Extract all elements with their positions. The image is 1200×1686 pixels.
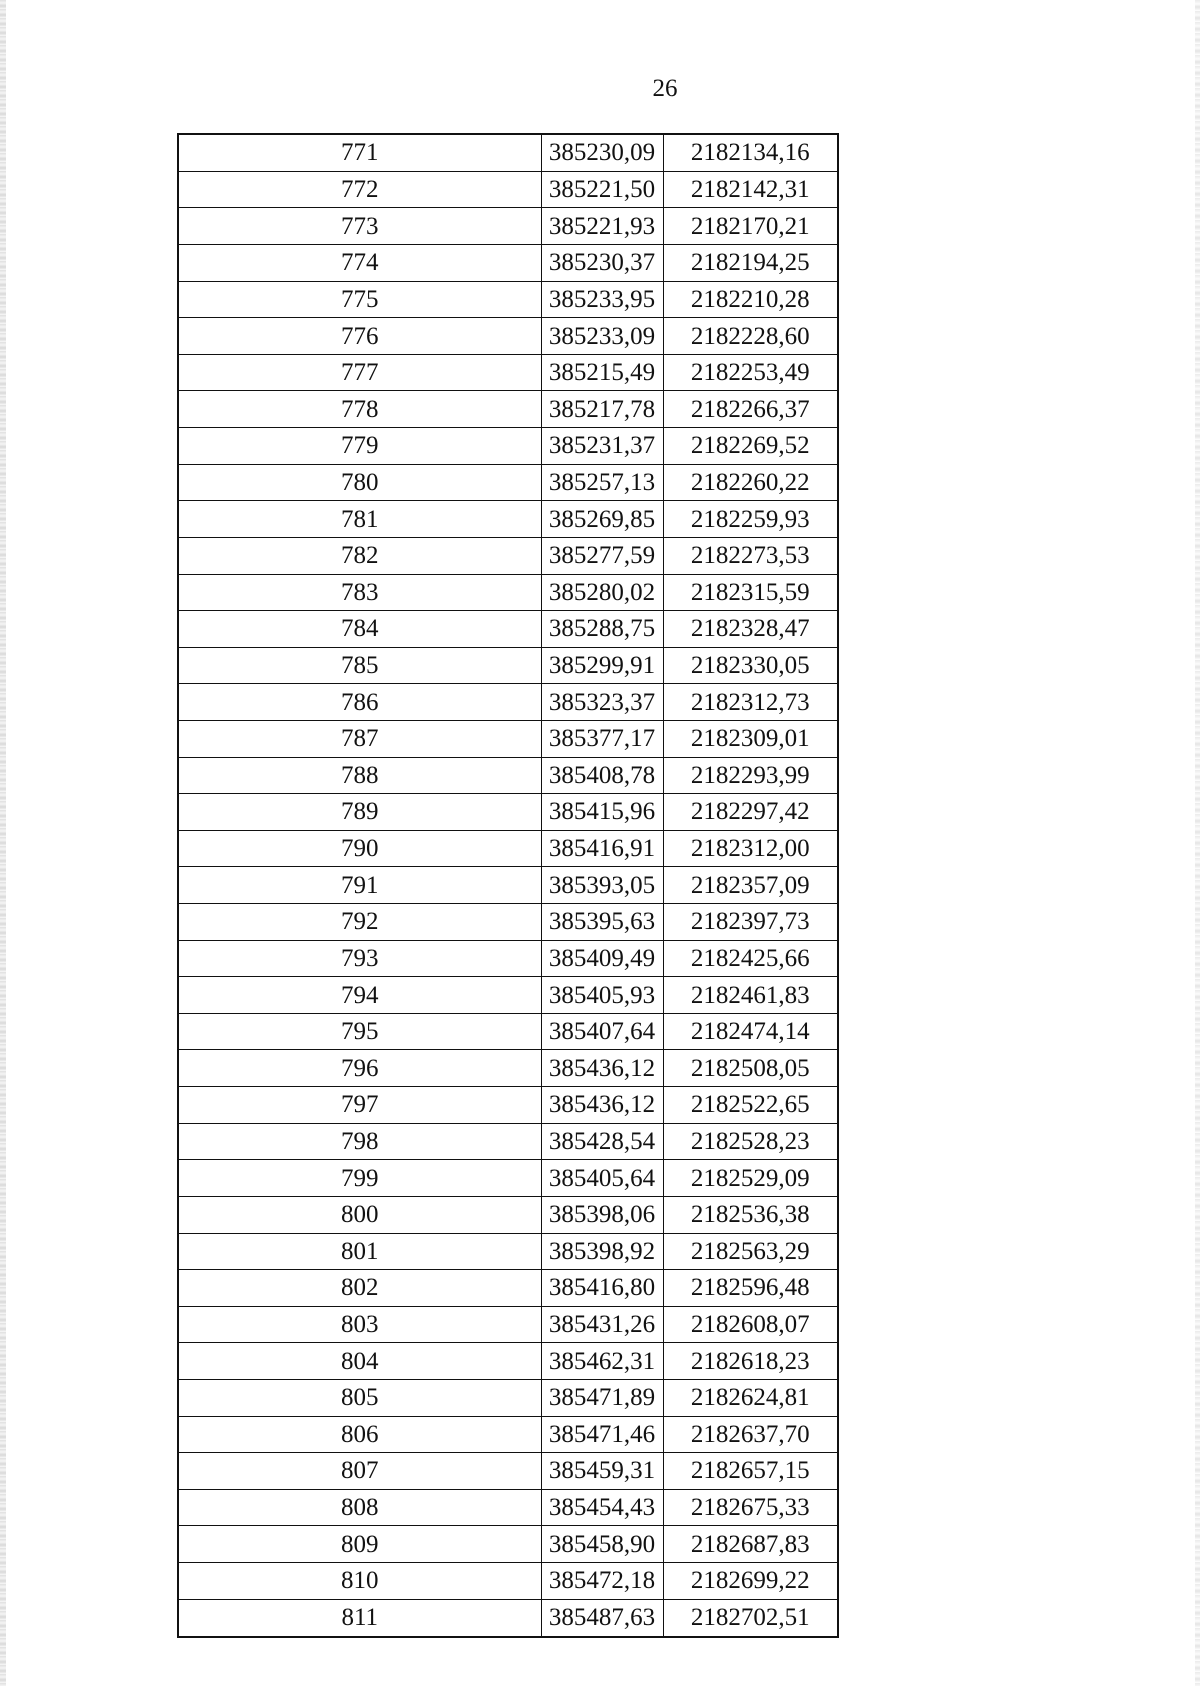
point-number-cell: 782 [178,537,541,574]
point-number-cell: 771 [178,134,541,171]
point-number-cell: 800 [178,1196,541,1233]
x-coordinate-cell: 385299,91 [541,647,663,684]
x-coordinate-cell: 385230,09 [541,134,663,171]
table-row [178,245,838,282]
x-coordinate-cell: 385398,92 [541,1233,663,1270]
y-coordinate-cell: 2182687,83 [663,1526,838,1563]
x-coordinate-cell: 385323,37 [541,684,663,721]
point-number-cell: 794 [178,977,541,1014]
table-row [178,501,838,538]
y-coordinate-cell: 2182315,59 [663,574,838,611]
table-row [178,281,838,318]
x-coordinate-cell: 385454,43 [541,1489,663,1526]
point-number-cell: 777 [178,354,541,391]
table-row [178,354,838,391]
table-row [178,940,838,977]
x-coordinate-cell: 385428,54 [541,1123,663,1160]
y-coordinate-cell: 2182253,49 [663,354,838,391]
point-number-cell: 789 [178,794,541,831]
page-number: 26 [652,75,678,102]
point-number-cell: 803 [178,1306,541,1343]
x-coordinate-cell: 385398,06 [541,1196,663,1233]
y-coordinate-cell: 2182657,15 [663,1453,838,1490]
table-row [178,574,838,611]
point-number-cell: 784 [178,611,541,648]
y-coordinate-cell: 2182210,28 [663,281,838,318]
table-row [178,1416,838,1453]
table-row [178,1453,838,1490]
y-coordinate-cell: 2182596,48 [663,1270,838,1307]
x-coordinate-cell: 385217,78 [541,391,663,428]
x-coordinate-cell: 385269,85 [541,501,663,538]
table-row [178,1306,838,1343]
point-number-cell: 773 [178,208,541,245]
x-coordinate-cell: 385472,18 [541,1562,663,1599]
scan-edge-left [0,0,6,1686]
table-row [178,171,838,208]
table-row [178,611,838,648]
table-row [178,1343,838,1380]
table-row [178,720,838,757]
point-number-cell: 780 [178,464,541,501]
table-row [178,1562,838,1599]
table-row [178,464,838,501]
point-number-cell: 805 [178,1379,541,1416]
point-number-cell: 787 [178,720,541,757]
table-row [178,904,838,941]
x-coordinate-cell: 385409,49 [541,940,663,977]
x-coordinate-cell: 385416,80 [541,1270,663,1307]
table-row [178,830,838,867]
y-coordinate-cell: 2182266,37 [663,391,838,428]
point-number-cell: 779 [178,428,541,465]
table-row [178,428,838,465]
point-number-cell: 809 [178,1526,541,1563]
y-coordinate-cell: 2182529,09 [663,1160,838,1197]
point-number-cell: 775 [178,281,541,318]
table-row [178,1013,838,1050]
y-coordinate-cell: 2182312,00 [663,830,838,867]
y-coordinate-cell: 2182142,31 [663,171,838,208]
x-coordinate-cell: 385280,02 [541,574,663,611]
y-coordinate-cell: 2182134,16 [663,134,838,171]
point-number-cell: 786 [178,684,541,721]
y-coordinate-cell: 2182260,22 [663,464,838,501]
x-coordinate-cell: 385233,95 [541,281,663,318]
x-coordinate-cell: 385230,37 [541,245,663,282]
point-number-cell: 801 [178,1233,541,1270]
table-row [178,977,838,1014]
y-coordinate-cell: 2182297,42 [663,794,838,831]
x-coordinate-cell: 385436,12 [541,1087,663,1124]
point-number-cell: 798 [178,1123,541,1160]
y-coordinate-cell: 2182699,22 [663,1562,838,1599]
point-number-cell: 806 [178,1416,541,1453]
point-number-cell: 799 [178,1160,541,1197]
point-number-cell: 783 [178,574,541,611]
table-row [178,1599,838,1637]
table-row [178,1526,838,1563]
scan-edge-right [1195,0,1200,1686]
point-number-cell: 772 [178,171,541,208]
x-coordinate-cell: 385471,46 [541,1416,663,1453]
y-coordinate-cell: 2182312,73 [663,684,838,721]
table-row [178,1160,838,1197]
x-coordinate-cell: 385408,78 [541,757,663,794]
x-coordinate-cell: 385405,64 [541,1160,663,1197]
y-coordinate-cell: 2182624,81 [663,1379,838,1416]
y-coordinate-cell: 2182528,23 [663,1123,838,1160]
x-coordinate-cell: 385221,50 [541,171,663,208]
point-number-cell: 810 [178,1562,541,1599]
x-coordinate-cell: 385221,93 [541,208,663,245]
point-number-cell: 785 [178,647,541,684]
point-number-cell: 811 [178,1599,541,1637]
x-coordinate-cell: 385462,31 [541,1343,663,1380]
y-coordinate-cell: 2182536,38 [663,1196,838,1233]
x-coordinate-cell: 385231,37 [541,428,663,465]
x-coordinate-cell: 385458,90 [541,1526,663,1563]
x-coordinate-cell: 385459,31 [541,1453,663,1490]
y-coordinate-cell: 2182702,51 [663,1599,838,1637]
table-row [178,1050,838,1087]
y-coordinate-cell: 2182194,25 [663,245,838,282]
point-number-cell: 792 [178,904,541,941]
table-row [178,1123,838,1160]
y-coordinate-cell: 2182269,52 [663,428,838,465]
table-row [178,794,838,831]
x-coordinate-cell: 385415,96 [541,794,663,831]
point-number-cell: 795 [178,1013,541,1050]
point-number-cell: 790 [178,830,541,867]
x-coordinate-cell: 385393,05 [541,867,663,904]
y-coordinate-cell: 2182675,33 [663,1489,838,1526]
table-row [178,1379,838,1416]
x-coordinate-cell: 385288,75 [541,611,663,648]
table-row [178,647,838,684]
y-coordinate-cell: 2182309,01 [663,720,838,757]
x-coordinate-cell: 385431,26 [541,1306,663,1343]
y-coordinate-cell: 2182618,23 [663,1343,838,1380]
point-number-cell: 797 [178,1087,541,1124]
x-coordinate-cell: 385215,49 [541,354,663,391]
coordinates-table-body [178,134,838,1637]
y-coordinate-cell: 2182328,47 [663,611,838,648]
x-coordinate-cell: 385407,64 [541,1013,663,1050]
table-row [178,1270,838,1307]
y-coordinate-cell: 2182273,53 [663,537,838,574]
point-number-cell: 778 [178,391,541,428]
y-coordinate-cell: 2182397,73 [663,904,838,941]
coordinates-table [177,133,839,1638]
x-coordinate-cell: 385471,89 [541,1379,663,1416]
point-number-cell: 774 [178,245,541,282]
x-coordinate-cell: 385233,09 [541,318,663,355]
table-row [178,134,838,171]
y-coordinate-cell: 2182508,05 [663,1050,838,1087]
y-coordinate-cell: 2182228,60 [663,318,838,355]
x-coordinate-cell: 385487,63 [541,1599,663,1637]
point-number-cell: 791 [178,867,541,904]
table-row [178,391,838,428]
table-row [178,1489,838,1526]
y-coordinate-cell: 2182293,99 [663,757,838,794]
table-row [178,537,838,574]
y-coordinate-cell: 2182608,07 [663,1306,838,1343]
table-row [178,318,838,355]
y-coordinate-cell: 2182357,09 [663,867,838,904]
y-coordinate-cell: 2182461,83 [663,977,838,1014]
y-coordinate-cell: 2182474,14 [663,1013,838,1050]
table-row [178,867,838,904]
x-coordinate-cell: 385436,12 [541,1050,663,1087]
x-coordinate-cell: 385377,17 [541,720,663,757]
y-coordinate-cell: 2182330,05 [663,647,838,684]
table-row [178,684,838,721]
table-row [178,208,838,245]
point-number-cell: 808 [178,1489,541,1526]
point-number-cell: 804 [178,1343,541,1380]
x-coordinate-cell: 385277,59 [541,537,663,574]
y-coordinate-cell: 2182637,70 [663,1416,838,1453]
point-number-cell: 802 [178,1270,541,1307]
x-coordinate-cell: 385257,13 [541,464,663,501]
x-coordinate-cell: 385416,91 [541,830,663,867]
table-row [178,1233,838,1270]
table-row [178,1196,838,1233]
table-row [178,1087,838,1124]
point-number-cell: 796 [178,1050,541,1087]
y-coordinate-cell: 2182522,65 [663,1087,838,1124]
point-number-cell: 781 [178,501,541,538]
y-coordinate-cell: 2182563,29 [663,1233,838,1270]
table-row [178,757,838,794]
y-coordinate-cell: 2182259,93 [663,501,838,538]
y-coordinate-cell: 2182170,21 [663,208,838,245]
point-number-cell: 776 [178,318,541,355]
y-coordinate-cell: 2182425,66 [663,940,838,977]
point-number-cell: 788 [178,757,541,794]
point-number-cell: 807 [178,1453,541,1490]
x-coordinate-cell: 385405,93 [541,977,663,1014]
coordinates-table-container [177,133,837,1638]
point-number-cell: 793 [178,940,541,977]
x-coordinate-cell: 385395,63 [541,904,663,941]
